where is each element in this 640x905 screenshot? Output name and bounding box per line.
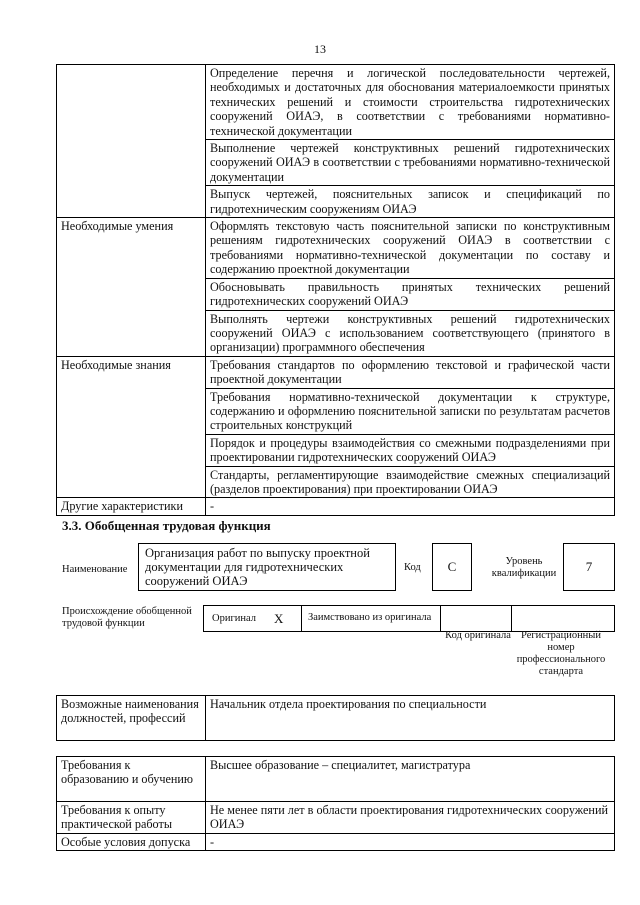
row-text: Выполнение чертежей конструктивных решений гидротехнических сооружений ОИАЭ в соответствии с требованиями нормативно-технической документации [206, 140, 615, 186]
row-text: - [206, 498, 615, 515]
table-row [57, 434, 615, 466]
requirement-label: Требования к образованию и обучению [57, 757, 206, 802]
divider [511, 605, 512, 632]
row-text: Обосновывать правильность принятых технических решений гидротехнических сооружений ОИАЭ [206, 278, 615, 310]
row-label-other: Другие характеристики [57, 498, 206, 515]
requirement-label: Особые условия допуска [57, 833, 206, 850]
requirement-value: Высшее образование – специалитет, магистратура [206, 757, 615, 802]
requirement-value: Не менее пяти лет в области проектирования гидротехнических сооружений ОИАЭ [206, 802, 615, 834]
borrowed-label: Заимствовано из оригинала [308, 612, 432, 623]
row-label-knowledge: Необходимые знания [57, 356, 206, 388]
row-label [57, 186, 206, 218]
table-row [57, 140, 615, 186]
row-text: Оформлять текстовую часть пояснительной записки по конструктивным решениям гидротехнических сооружений ОИАЭ в соответствии с требованиями нормативно-технической документации по составу и содержанию проектной документации [206, 218, 615, 279]
table-row [57, 498, 615, 515]
requirements-table [56, 756, 615, 851]
code-value: C [447, 559, 457, 574]
origin-box [203, 605, 615, 632]
section-title: 3.3. Обобщенная трудовая функция [62, 518, 271, 533]
table-row [57, 186, 615, 218]
row-label [57, 434, 206, 466]
row-text: Выполнять чертежи конструктивных решений гидротехнических сооружений ОИАЭ с использованием соответствующего (принятого в организации) программного обеспечения [206, 310, 615, 356]
reg-caption: Регистрационный номер профессионального стандарта [516, 630, 606, 677]
row-text: Выпуск чертежей, пояснительных записок и спецификаций по гидротехническим сооружениям ОИАЭ [206, 186, 615, 218]
competency-table [56, 64, 615, 516]
original-label: Оригинал [212, 613, 256, 624]
table-row [57, 310, 615, 356]
positions-value: Начальник отдела проектирования по специальности [206, 696, 615, 741]
row-label [57, 388, 206, 434]
row-text: Требования нормативно-технической документации к структуре, содержанию и оформлению пояснительной записки по результатам расчетов строительных конструкций [206, 388, 615, 434]
divider [440, 605, 441, 632]
table-row [57, 218, 615, 279]
table-row [57, 833, 615, 850]
level-box [563, 543, 615, 591]
row-text: Стандарты, регламентирующие взаимодействие смежных специализаций (разделов проектирования) при проектировании ОИАЭ [206, 466, 615, 498]
code-caption: Код оригинала [445, 630, 511, 641]
row-label [57, 310, 206, 356]
requirement-label: Требования к опыту практической работы [57, 802, 206, 834]
row-label [57, 466, 206, 498]
row-text: Определение перечня и логической последовательности чертежей, необходимых и достаточных для обоснования материалоемкости принятых технических решений и стоимости строительства гидротехнических сооружений ОИАЭ, в соответствии с требованиями нормативно-технической документации [206, 65, 615, 140]
page-number: 13 [314, 42, 326, 56]
row-label-skills: Необходимые умения [57, 218, 206, 279]
table-row [57, 65, 615, 140]
positions-label: Возможные наименования должностей, профессий [57, 696, 206, 741]
original-mark: X [274, 611, 284, 626]
table-row [57, 356, 615, 388]
level-value: 7 [585, 559, 593, 574]
divider [301, 605, 302, 632]
requirement-value: - [206, 833, 615, 850]
table-row [57, 388, 615, 434]
row-label [57, 65, 206, 140]
table-row [57, 278, 615, 310]
table-row [57, 466, 615, 498]
table-row [57, 696, 615, 741]
function-name-box [138, 543, 396, 591]
row-text: Порядок и процедуры взаимодействия со смежными подразделениями при проектировании гидротехнических сооружений ОИАЭ [206, 434, 615, 466]
level-label: Уровень квалификации [491, 556, 557, 579]
row-label [57, 140, 206, 186]
table-row [57, 802, 615, 834]
code-box [432, 543, 472, 591]
positions-table [56, 695, 615, 741]
origin-label: Происхождение обобщенной трудовой функции [62, 606, 192, 629]
code-label: Код [404, 562, 421, 573]
row-text: Требования стандартов по оформлению текстовой и графической части проектной документации [206, 356, 615, 388]
row-label [57, 278, 206, 310]
name-label: Наименование [62, 564, 128, 575]
function-name: Организация работ по выпуску проектной документации для гидротехнических сооружений ОИАЭ [145, 546, 370, 588]
table-row [57, 757, 615, 802]
